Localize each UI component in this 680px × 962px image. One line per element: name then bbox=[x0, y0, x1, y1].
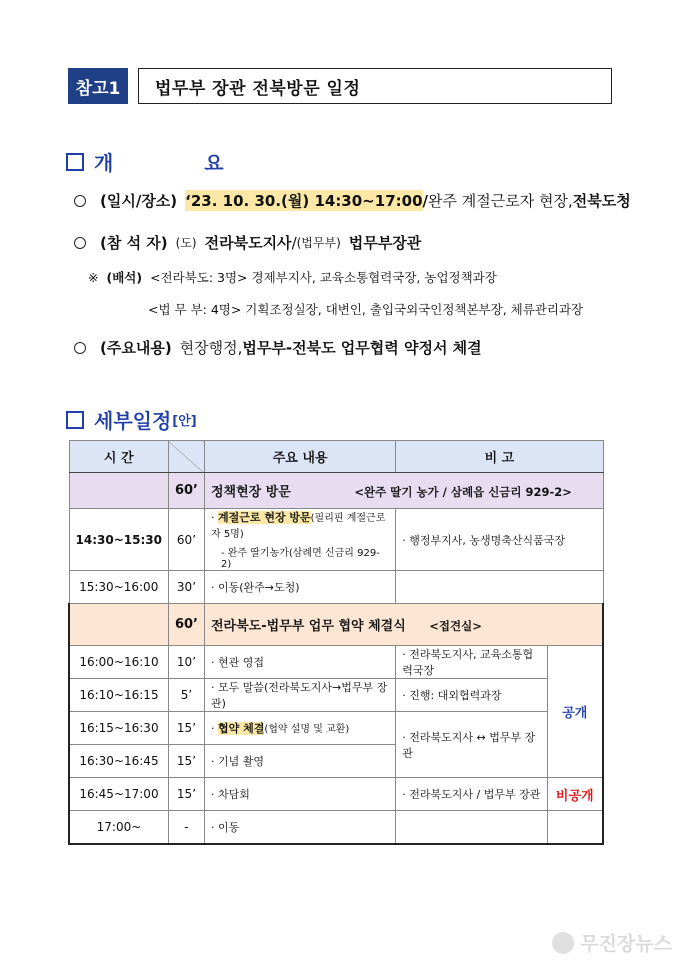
overview-attendees-row: (참 석 자) (도) 전라북도지사 / (법무부) 법무부장관 bbox=[74, 232, 421, 253]
table-row: 17:00~ - · 이동 bbox=[69, 811, 603, 844]
table-row: 16:30~16:45 15’ · 기념 촬영 bbox=[69, 745, 603, 778]
square-bullet-icon bbox=[66, 411, 84, 429]
reference-tag: 참고1 bbox=[68, 68, 128, 104]
table-row: 16:00~16:10 10’ · 현관 영접 · 전라북도지사, 교육소통협력국장 공개 bbox=[69, 646, 603, 679]
table-row: 16:10~16:15 5’ · 모두 말씀(전라북도지사→법무부 장관) · 진행: 대외협력과장 bbox=[69, 679, 603, 712]
detail-heading: 세부일정 [안] bbox=[66, 405, 197, 434]
header-time: 시 간 bbox=[69, 441, 168, 473]
overview-date-row: (일시/장소) ‘23. 10. 30.(월) 14:30~17:00 / 완주 계절근로자 현장, 전북도청 bbox=[74, 190, 631, 211]
table-row: 14:30~15:30 60’ · 계절근로 현장 방문(필리핀 계절근로자 5명) - 완주 딸기농가(삼례면 신금리 929-2) · 행정부지사, 농생명축산식품국장 bbox=[69, 509, 603, 571]
section-row-agreement: 60’ 전라북도-법무부 업무 협약 체결식 <접견실> bbox=[69, 604, 603, 646]
header-note: 비 고 bbox=[396, 441, 603, 473]
circle-bullet-icon bbox=[74, 237, 86, 249]
public-label: 공개 bbox=[547, 646, 603, 778]
news-logo-icon bbox=[552, 932, 574, 954]
schedule-table bbox=[68, 440, 604, 845]
table-row: 15:30~16:00 30’ · 이동(완주→도청) bbox=[69, 571, 603, 604]
watermark: 무진장뉴스 bbox=[552, 929, 672, 956]
circle-bullet-icon bbox=[74, 342, 86, 354]
table-header-row bbox=[69, 441, 603, 473]
table-row: 16:45~17:00 15’ · 차담회 · 전라북도지사 / 법무부 장관 비공개 bbox=[69, 778, 603, 811]
table-row: 16:15~16:30 15’ · 협약 체결(협약 설명 및 교환) · 전라북도지사 ↔ 법무부 장관 bbox=[69, 712, 603, 745]
overview-main-row: (주요내용) 현장행정, 법무부-전북도 업무협력 약정서 체결 bbox=[74, 337, 482, 358]
date-value: ‘23. 10. 30.(월) 14:30~17:00 bbox=[185, 192, 423, 210]
page-title-bar bbox=[68, 68, 612, 104]
section-row-field-visit: 60’ 정책현장 방문 <완주 딸기 농가 / 삼례읍 신금리 929-2> bbox=[69, 473, 603, 509]
private-label: 비공개 bbox=[547, 778, 603, 811]
assistants-row-2: <법 무 부: 4명> 기획조정실장, 대변인, 출입국외국인정책본부장, 체류관리과장 bbox=[148, 302, 584, 317]
header-content: 주요 내용 bbox=[204, 441, 395, 473]
page-title: 법무부 장관 전북방문 일정 bbox=[138, 68, 612, 104]
assistants-row-1: ※ (배석) <전라북도: 3명> 경제부지사, 교육소통협력국장, 농업정책과장 bbox=[88, 269, 497, 285]
overview-heading: 개 요 bbox=[66, 147, 266, 176]
circle-bullet-icon bbox=[74, 195, 86, 207]
square-bullet-icon bbox=[66, 153, 84, 171]
